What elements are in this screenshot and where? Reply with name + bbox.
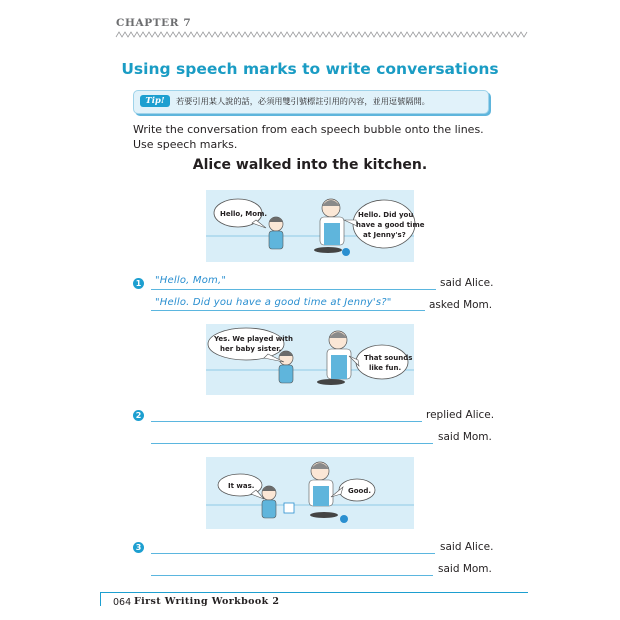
alice-figure (279, 351, 293, 383)
alice-figure (269, 217, 283, 249)
speech-tag: said Mom. (438, 563, 492, 575)
speech-bubble-alice (208, 328, 284, 360)
scene-subheading: Alice walked into the kitchen. (192, 157, 428, 173)
exercise-number: 1 (133, 278, 144, 289)
decorative-zigzag-divider (116, 31, 528, 39)
book-title: First Writing Workbook 2 (134, 596, 280, 607)
speech-tag: replied Alice. (426, 409, 495, 421)
answer-line[interactable] (151, 421, 422, 422)
footer-rule-tick (100, 592, 101, 606)
bubble-text: Hello, Mom. (220, 210, 268, 218)
page-title: Using speech marks to write conversations (121, 60, 499, 78)
answer-line[interactable] (151, 575, 433, 576)
speech-tag: said Alice. (440, 541, 494, 553)
bubble-text: Good. (348, 487, 372, 495)
exercise-number: 3 (133, 542, 144, 553)
answer-line[interactable] (151, 310, 425, 311)
bubble-text: Hello. Did you (358, 211, 414, 219)
chapter-heading: CHAPTER 7 (116, 17, 192, 29)
illustration-3 (206, 457, 414, 529)
handwritten-answer: "Hello. Did you have a good time at Jenny's?" (155, 297, 392, 308)
exercise-number: 2 (133, 410, 144, 421)
speech-tag: said Alice. (440, 277, 494, 289)
alice-figure (262, 486, 294, 518)
bubble-text: It was. (228, 482, 255, 490)
illustration-1 (206, 190, 425, 262)
speech-tag: asked Mom. (429, 299, 493, 311)
illustration-2 (206, 324, 414, 395)
speech-tag: said Mom. (438, 431, 492, 443)
bubble-text: That sounds (364, 354, 413, 362)
answer-line[interactable] (151, 553, 435, 554)
bubble-text: have a good time (356, 221, 425, 229)
mom-figure (314, 199, 350, 256)
page-number: 064 (113, 597, 132, 608)
answer-line[interactable] (151, 443, 433, 444)
bubble-text: Yes. We played with (214, 335, 293, 343)
speech-bubble-mom (356, 345, 408, 379)
handwritten-answer: "Hello, Mom," (155, 275, 227, 286)
answer-line[interactable] (151, 289, 436, 290)
bubble-text: her baby sister. (220, 345, 282, 353)
bubble-text: at Jenny's? (363, 231, 406, 239)
instructions: Write the conversation from each speech bubble onto the lines. Use speech marks. (133, 123, 484, 151)
mom-figure (317, 331, 351, 385)
footer-rule (100, 592, 528, 593)
tip-label: Tip! (140, 95, 170, 107)
bubble-text: like fun. (369, 364, 402, 372)
tip-text: 若要引用某人說的話，必須用雙引號標註引用的內容，並用逗號隔開。 (176, 96, 430, 106)
